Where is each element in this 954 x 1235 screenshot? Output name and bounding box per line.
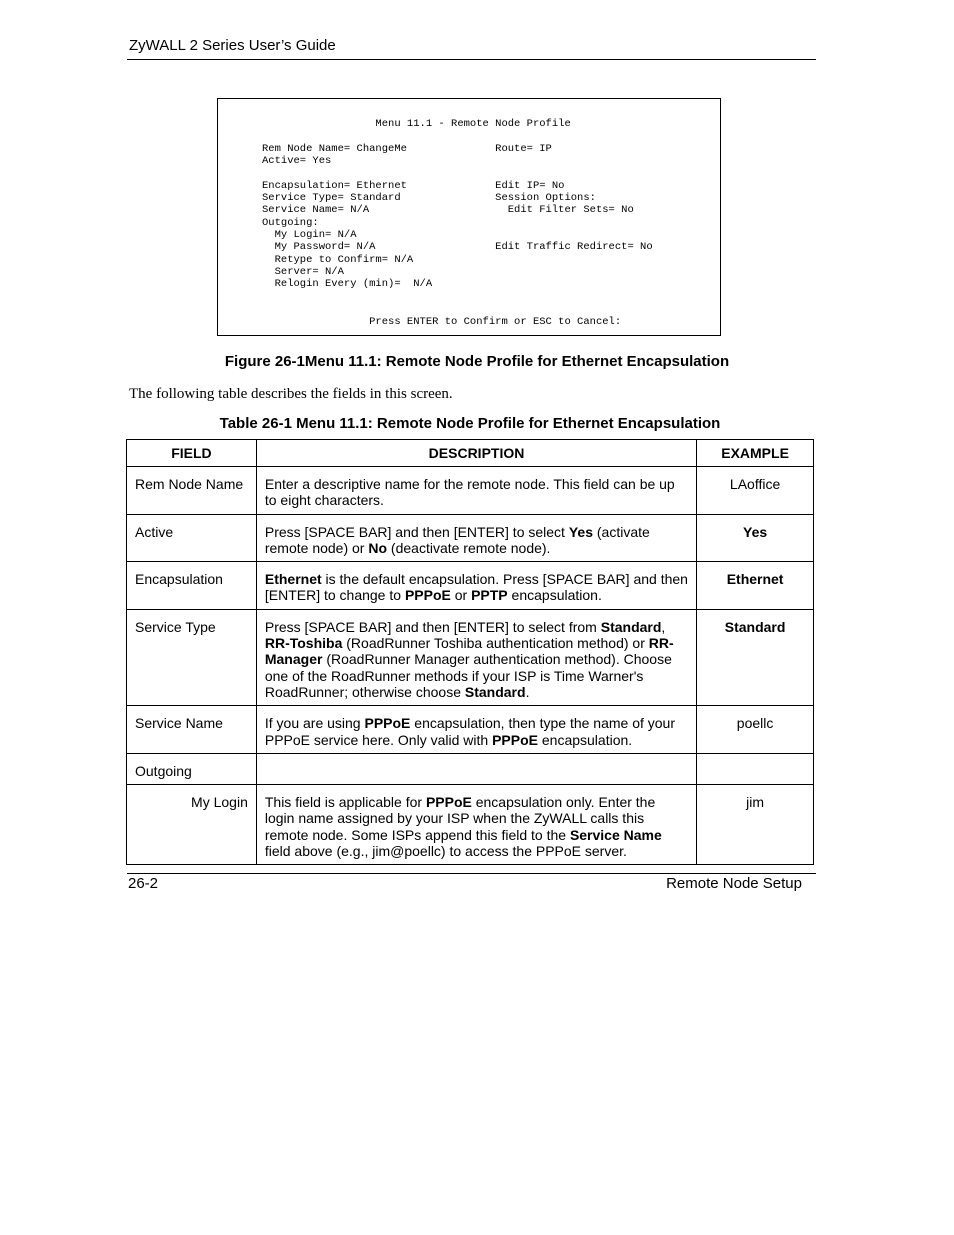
example-cell: Ethernet — [697, 562, 814, 610]
description-cell — [256, 753, 696, 784]
terminal-screen-text: Menu 11.1 - Remote Node Profile Rem Node Name= ChangeMe Route= IP Active= Yes Encapsulation= Ethernet Edit IP= No Service Type= Standard Session Options: Service Name= N/A Edit Filter Sets= No Outgoing: My Login= N/A My Password= N/A Edit Traffic Redirect= No Retype to Confirm= N/A Server= N/A Relogin Every (min)= N/A Press ENTER to Confirm or ESC to Cancel: — [262, 118, 653, 328]
description-text: encapsulation only. Enter the login name assigned by your ISP when the ZyWALL calls this remote node. Some ISPs append this field to the — [264, 794, 656, 843]
description-bold-term: PPPoE — [425, 794, 472, 811]
footer-page-number: 26-2 — [128, 875, 159, 892]
description-bold-term: No — [368, 539, 388, 556]
example-cell — [697, 753, 814, 784]
description-cell — [256, 467, 696, 515]
table-row — [127, 562, 814, 610]
header-field: FIELD — [127, 440, 257, 467]
header-example — [697, 440, 814, 467]
example-cell: Yes — [697, 514, 814, 562]
description-cell — [256, 785, 696, 865]
description-text: (RoadRunner Toshiba authentication method) or — [342, 635, 649, 652]
description-text: . — [525, 683, 530, 700]
table-row — [127, 753, 814, 784]
intro-text: The following table describes the fields in this screen. — [129, 386, 453, 402]
description-text: or — [450, 587, 472, 604]
description-cell — [256, 514, 696, 562]
description-text: Press [SPACE BAR] and then [ENTER] to select — [264, 523, 569, 540]
field-cell: Rem Node Name — [127, 467, 257, 515]
description-cell — [256, 609, 696, 705]
description-bold-term: PPTP — [471, 587, 508, 604]
field-cell: Active — [127, 514, 257, 562]
table-caption: Table 26-1 Menu 11.1: Remote Node Profile for Ethernet Encapsulation — [219, 415, 721, 432]
example-cell: LAoffice — [697, 467, 814, 515]
footer-section-name: Remote Node Setup — [666, 875, 802, 892]
description-text: Press [SPACE BAR] and then [ENTER] to select from — [264, 618, 601, 635]
description-text: , — [661, 618, 666, 635]
description-text: field above (e.g., jim@poellc) to access the PPPoE server. — [264, 843, 627, 860]
description-text: This field is applicable for — [264, 794, 426, 811]
page-header-title: ZyWALL 2 Series User’s Guide — [129, 37, 336, 54]
description-text: encapsulation, then type the name of your PPPoE service here. Only valid with — [264, 715, 676, 748]
description-text: encapsulation. — [537, 731, 633, 748]
field-cell: Outgoing — [127, 753, 257, 784]
terminal-screen — [217, 98, 721, 336]
description-bold-term: PPPoE — [364, 715, 411, 732]
example-cell: Standard — [697, 609, 814, 705]
description-bold-term: RR-Manager — [264, 635, 674, 668]
table-row — [127, 609, 814, 705]
description-bold-term: Standard — [600, 618, 662, 635]
example-cell: jim — [697, 785, 814, 865]
description-cell — [256, 562, 696, 610]
field-cell: Encapsulation — [127, 562, 257, 610]
table-row — [127, 785, 814, 865]
description-bold-term: Standard — [464, 683, 526, 700]
description-bold-term: RR-Toshiba — [264, 635, 343, 652]
table-row — [127, 706, 814, 754]
description-text: is the default encapsulation. Press [SPACE BAR] and then [ENTER] to change to — [264, 571, 688, 604]
description-text: (RoadRunner Manager authentication method). Choose one of the RoadRunner methods if your ISP is Time Warner's RoadRunner; otherwise choose — [264, 651, 672, 700]
field-description-table — [126, 439, 814, 865]
description-text: Enter a descriptive name for the remote node. This field can be up to eight characters. — [264, 476, 675, 509]
description-text: If you are using — [264, 715, 365, 732]
description-bold-term: PPPoE — [492, 731, 538, 748]
table-row — [127, 514, 814, 562]
field-cell: Service Name — [127, 706, 257, 754]
table-row — [127, 467, 814, 515]
description-bold-term: Ethernet — [264, 571, 322, 588]
header-example-label: EXAMPLE — [721, 444, 789, 461]
example-cell: poellc — [697, 706, 814, 754]
description-text: (activate remote node) or — [264, 523, 650, 556]
table-header-row — [127, 440, 814, 467]
field-cell: Service Type — [127, 609, 257, 705]
description-text: encapsulation. — [507, 587, 602, 604]
footer-rule — [127, 873, 816, 874]
description-text: (deactivate remote node). — [387, 539, 551, 556]
figure-caption: Figure 26-1Menu 11.1: Remote Node Profile for Ethernet Encapsulation — [224, 353, 730, 370]
field-cell: My Login — [127, 785, 257, 865]
header-rule — [127, 59, 816, 60]
description-cell — [256, 706, 696, 754]
description-bold-term: Service Name — [569, 826, 662, 843]
description-bold-term: Yes — [568, 523, 593, 540]
header-description: DESCRIPTION — [256, 440, 696, 467]
description-bold-term: PPPoE — [404, 587, 451, 604]
